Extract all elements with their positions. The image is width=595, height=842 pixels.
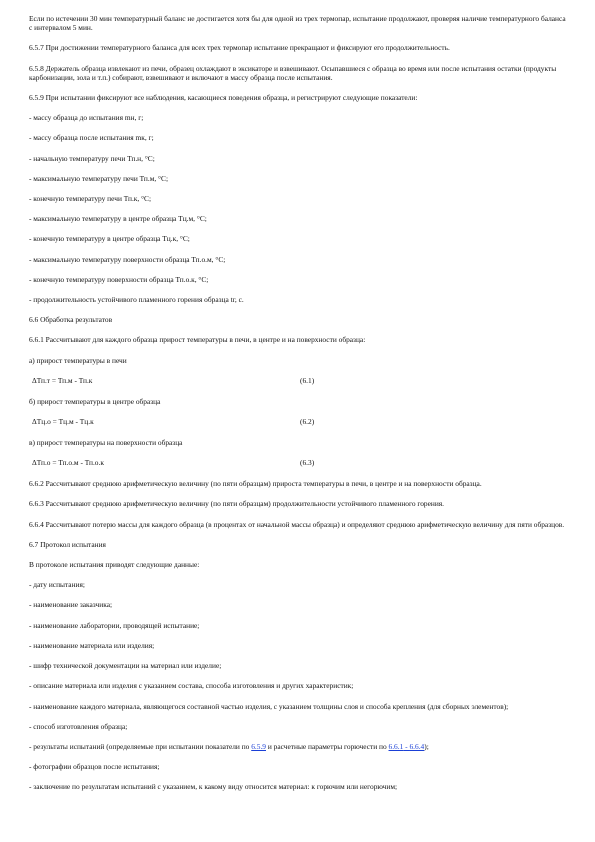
formula-expression: ΔТп.о = Тп.о.м - Тп.о.к bbox=[32, 458, 104, 468]
list-item: - фотографии образцов после испытания; bbox=[29, 762, 160, 772]
formula-row bbox=[29, 417, 569, 427]
list-item: - массу образца после испытания mк, г; bbox=[29, 133, 154, 143]
list-item: - шифр технической документации на материал или изделие; bbox=[29, 661, 222, 671]
link-dash: - bbox=[403, 741, 410, 751]
list-item-results bbox=[29, 742, 569, 751]
formula-label: б) прирост температуры в центре образца bbox=[29, 396, 161, 406]
paragraph-6-6-3: 6.6.3 Рассчитывают среднюю арифметическую величину (по пяти образцам) продолжительности устойчивого пламенного горения. bbox=[29, 499, 445, 509]
paragraph-6-7-intro: В протоколе испытания приводят следующие данные: bbox=[29, 560, 200, 570]
results-text: и расчетные параметры горючести по bbox=[266, 741, 389, 751]
link-6-6-1[interactable]: 6.6.1 bbox=[388, 741, 404, 751]
list-item: - наименование каждого материала, являющегося составной частью изделия, с указанием толщины слоя и способа крепления (для сборных элементов); bbox=[29, 701, 509, 711]
formula-expression: ΔТц.о = Тц.м - Тц.к bbox=[32, 417, 94, 427]
indicators-list bbox=[29, 113, 569, 304]
paragraph-6-5-7: 6.5.7 При достижении температурного баланса для всех трех термопар испытание прекращают и фиксируют его продолжительность. bbox=[29, 43, 450, 53]
formula-label: в) прирост температуры на поверхности образца bbox=[29, 438, 183, 448]
paragraph-6-6-1: 6.6.1 Рассчитывают для каждого образца прирост температуры в печи, в центре и на поверхности образца: bbox=[29, 335, 366, 345]
list-item: - максимальную температуру в центре образца Тц.м, °С; bbox=[29, 214, 207, 224]
list-item: - дату испытания; bbox=[29, 580, 85, 590]
formula-row bbox=[29, 458, 569, 468]
section-heading-6-6: 6.6 Обработка результатов bbox=[29, 315, 113, 325]
list-item: - конечную температуру в центре образца Тц.к, °С; bbox=[29, 234, 190, 244]
formula-number: (6.3) bbox=[300, 458, 315, 468]
list-item: - описание материала или изделия с указанием состава, способа изготовления и других характеристик; bbox=[29, 681, 354, 691]
list-item: - наименование материала или изделия; bbox=[29, 640, 155, 650]
paragraph-6-5-8: 6.5.8 Держатель образца извлекают из печи, образец охлаждают в эксикаторе и взвешивают. Осыпавшиеся с образца во время или после испытания остатки (продукты карбонизации, зола и т.п.) собирают, взвешивают и включают в массу образца после испытания. bbox=[29, 63, 557, 82]
results-text: ); bbox=[424, 741, 429, 751]
formula-row bbox=[29, 376, 569, 386]
paragraph-6-6-2: 6.6.2 Рассчитывают среднюю арифметическую величину (по пяти образцам) прироста температуры в печи, в центре и на поверхности образца. bbox=[29, 479, 482, 489]
formula-number: (6.1) bbox=[300, 375, 315, 385]
paragraph-6-6-4: 6.6.4 Рассчитывают потерю массы для каждого образца (в процентах от начальной массы образца) и определяют среднюю арифметическую величину для пяти образцов. bbox=[29, 519, 565, 529]
section-heading-6-7: 6.7 Протокол испытания bbox=[29, 539, 106, 549]
list-item: - заключение по результатам испытаний с указанием, к какому виду относится материал: к горючим или негорючим; bbox=[29, 782, 398, 792]
results-text: - результаты испытаний (определяемые при испытании показатели по bbox=[29, 741, 252, 751]
list-item: - начальную температуру печи Тп.н, °С; bbox=[29, 153, 155, 163]
list-item: - конечную температуру печи Тп.к, °С; bbox=[29, 194, 152, 204]
list-item: - способ изготовления образца; bbox=[29, 721, 128, 731]
formula-number: (6.2) bbox=[300, 417, 315, 427]
list-item: - наименование заказчика; bbox=[29, 600, 113, 610]
link-6-6-4[interactable]: 6.6.4 bbox=[409, 741, 425, 751]
list-item: - максимальную температуру печи Тп.м, °С; bbox=[29, 173, 168, 183]
protocol-list bbox=[29, 580, 569, 791]
list-item: - наименование лаборатории, проводящей испытание; bbox=[29, 620, 200, 630]
list-item: - конечную температуру поверхности образца Тп.о.к, °С; bbox=[29, 274, 209, 284]
document-page bbox=[29, 14, 569, 803]
paragraph: Если по истечении 30 мин температурный баланс не достигается хотя бы для одной из трех термопар, испытание продолжают, проверяя наличие температурного баланса с интервалом 5 мин. bbox=[29, 14, 566, 33]
list-item: - продолжительность устойчивого пламенного горения образца tг, с. bbox=[29, 295, 244, 305]
list-item: - максимальную температуру поверхности образца Тп.о.м, °С; bbox=[29, 254, 226, 264]
list-item: - массу образца до испытания mн, г; bbox=[29, 113, 144, 123]
link-6-5-9[interactable]: 6.5.9 bbox=[251, 741, 266, 751]
paragraph-6-5-9: 6.5.9 При испытании фиксируют все наблюдения, касающиеся поведения образца, и регистрируют следующие показатели: bbox=[29, 93, 418, 103]
formula-expression: ΔТп.т = Тп.м - Тп.к bbox=[32, 375, 93, 385]
formula-label: а) прирост температуры в печи bbox=[29, 355, 127, 365]
